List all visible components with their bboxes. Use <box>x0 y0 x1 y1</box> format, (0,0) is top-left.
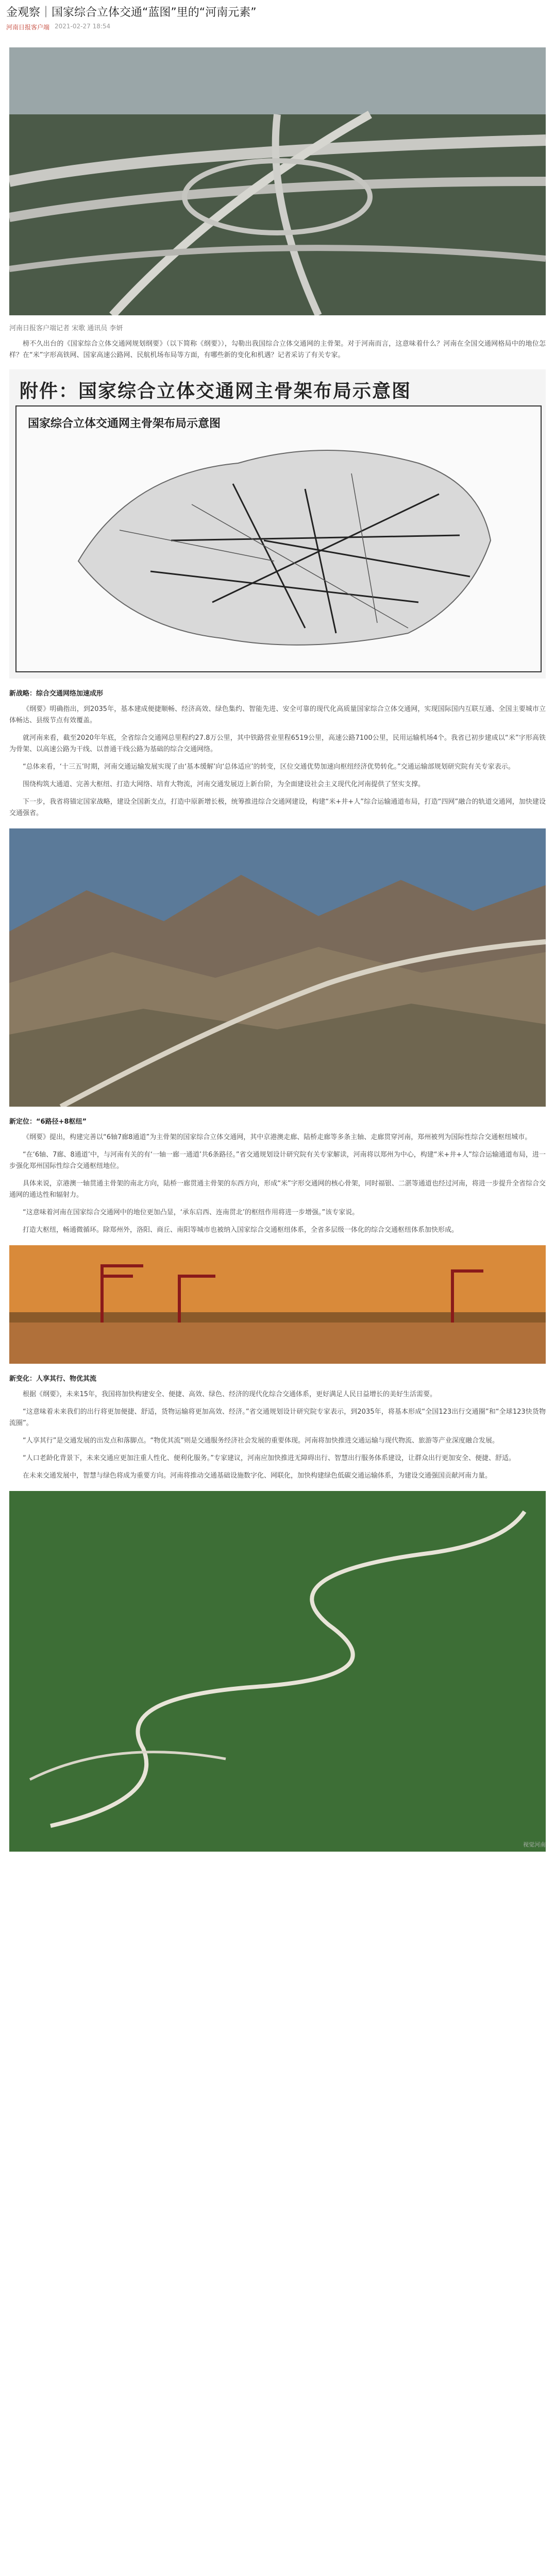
transport-network-map <box>9 369 546 679</box>
map-frame <box>15 405 542 672</box>
mountain-highway-photo <box>9 828 546 1107</box>
paragraph: “这意味着河南在国家综合交通网中的地位更加凸显，‘承东启西、连南贯北’的枢纽作用将进一步增强。”该专家说。 <box>23 1209 359 1216</box>
paragraph: “在‘6轴、7廊、8通道’中，与河南有关的有‘一轴一廊一通道’共6条路径。”省交通规划设计研究院有关专家解读，河南将以郑州为中心，构建“米+井+人”综合运输通道布局，进一步强化郑州国际性综合交通枢纽地位。 <box>9 1151 546 1170</box>
paragraph: 下一步，我省将锚定国家战略，建设全国新支点，打造中原新增长极，统筹推进综合交通网建设，构建“米+井+人”综合运输通道布局，打造“四网”融合的轨道交通网，加快建设交通强省。 <box>9 798 546 817</box>
section-heading: 新定位：“6路径+8枢纽” <box>9 1118 87 1126</box>
paragraph: “这意味着未来我们的出行将更加便捷、舒适，货物运输将更加高效、经济。”省交通规划设计研究院专家表示，到2035年，将基本形成“全国123出行交通圈”和“全球123快货物流圈”。 <box>9 1408 546 1427</box>
paragraph: 具体来说，京港澳一轴贯通主骨架的南北方向，陆桥一廊贯通主骨架的东西方向，形成“米”字形交通网的核心骨架，同时福银、二湛等通道也经过河南，将进一步提升全省综合交通网的通达性和辐射力。 <box>9 1180 546 1199</box>
port-cranes-photo <box>9 1245 546 1364</box>
paragraph: 根据《纲要》，未来15年，我国将加快构建安全、便捷、高效、绿色、经济的现代化综合交通体系，更好满足人民日益增长的美好生活需要。 <box>23 1391 437 1398</box>
paragraph: “总体来看，‘十三五’时期，河南交通运输发展实现了由‘基本缓解’向‘总体适应’的转变，区位交通优势加速向枢纽经济优势转化。”交通运输部规划研究院有关专家表示。 <box>23 763 515 771</box>
reporter-caption: 河南日报客户端记者 宋歌 通讯员 李妍 <box>9 325 123 332</box>
article-source[interactable]: 河南日报客户端 <box>6 24 50 31</box>
map-subtitle: 国家综合立体交通网主骨架布局示意图 <box>28 417 221 430</box>
article-date: 2021-02-27 18:54 <box>55 23 111 30</box>
map-title: 附件：国家综合立体交通网主骨架布局示意图 <box>20 381 412 402</box>
winding-forest-road-photo <box>9 1491 546 1852</box>
section-heading: 新变化：人享其行、物优其流 <box>9 1375 97 1383</box>
highway-interchange-photo <box>9 47 546 315</box>
paragraph: “人口老龄化背景下，未来交通应更加注重人性化、便利化服务。”专家建议，河南应加快推进无障碍出行、智慧出行服务体系建设，让群众出行更加安全、便捷、舒适。 <box>23 1454 515 1462</box>
article-meta <box>6 23 547 31</box>
paragraph: 《纲要》提出，构建完善以“6轴7廊8通道”为主骨架的国家综合立体交通网，其中京港澳走廊、陆桥走廊等多条主轴、走廊贯穿河南，郑州被列为国际性综合交通枢纽城市。 <box>23 1133 532 1141</box>
photo-credit: 视觉河南 <box>523 1841 546 1848</box>
article-title: 金观察｜国家综合立体交通“蓝图”里的“河南元素” <box>6 6 257 19</box>
paragraph: 在未来交通发展中，智慧与绿色将成为重要方向。河南将推动交通基础设施数字化、网联化，加快构建绿色低碳交通运输体系，为建设交通强国贡献河南力量。 <box>23 1472 492 1480</box>
paragraph: 《纲要》明确指出，到2035年，基本建成便捷顺畅、经济高效、绿色集约、智能先进、安全可靠的现代化高质量国家综合立体交通网，实现国际国内互联互通、全国主要城市立体畅达、县级节点有效覆盖。 <box>9 705 546 724</box>
paragraph: 就河南来看，截至2020年年底，全省综合交通网总里程约27.8万公里，其中铁路营业里程6519公里，高速公路7100公里，民用运输机场4个。我省已初步建成以“米”字形高铁为骨架、以高速公路为干线、以普通干线公路为基础的综合交通网络。 <box>9 734 546 753</box>
article-body <box>9 47 546 1852</box>
paragraph: 榜不久出台的《国家综合立体交通网规划纲要》（以下简称《纲要》），勾勒出我国综合立体交通网的主骨架。对于河南而言，这意味着什么？河南在全国交通网格局中的地位怎样？在“米”字形高铁网、国家高速公路网、民航机场布局等方面，有哪些新的变化和机遇？记者采访了有关专家。 <box>9 340 546 359</box>
paragraph: 围绕构筑大通道、完善大枢纽、打造大网络、培育大物流，河南交通发展迈上新台阶，为全面建设社会主义现代化河南提供了坚实支撑。 <box>23 781 425 788</box>
section-heading: 新战略：综合交通网络加速成形 <box>9 690 104 698</box>
paragraph: 打造大枢纽，畅通微循环。除郑州外，洛阳、商丘、南阳等城市也被纳入国家综合交通枢纽体系，全省多层级一体化的综合交通枢纽体系加快形成。 <box>23 1226 459 1234</box>
article-header <box>6 5 547 31</box>
paragraph: “人享其行”是交通发展的出发点和落脚点。“物优其流”则是交通服务经济社会发展的重要体现。河南将加快推进交通运输与现代物流、旅游等产业深度融合发展。 <box>23 1437 499 1445</box>
